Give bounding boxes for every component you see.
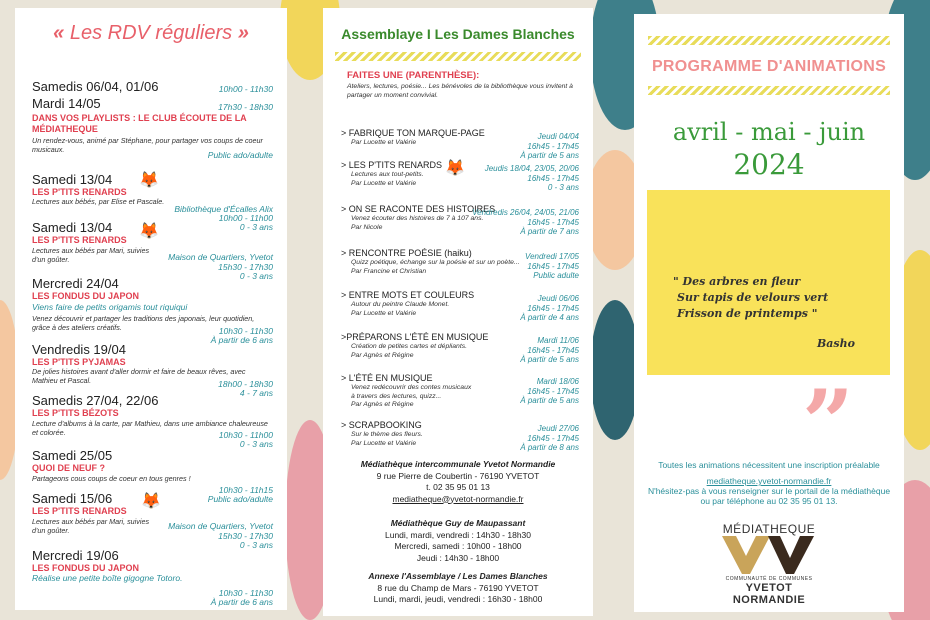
year-title: 2024 — [733, 148, 805, 181]
activity-time: Mardi 11/06 16h45 - 17h45 À partir de 5 ans — [520, 336, 579, 364]
event-age: Public ado/adulte — [207, 494, 273, 504]
activity-time: Jeudi 27/06 16h45 - 17h45 À partir de 8 ans — [520, 424, 579, 452]
event-desc: Venez découvrir et partager les traditions des japonais, leur quotidien, grâce à des ateliers créatifs. — [32, 314, 255, 332]
event-desc: Un rendez-vous, animé par Stéphane, pour partager vos coups de coeur musicaux. — [32, 136, 263, 154]
event-age: 0 - 3 ans — [239, 540, 273, 550]
library-annexe — [323, 571, 593, 606]
fox-icon: 🦊 — [139, 172, 159, 189]
activity-time: Jeudi 06/06 16h45 - 17h45 À partir de 4 ans — [520, 294, 579, 322]
activity-title: >PRÉPARONS L'ÉTÉ EN MUSIQUE — [341, 332, 489, 342]
panel-title — [15, 22, 287, 45]
event-date: Samedi 15/06 — [32, 491, 113, 506]
activity-time: Mardi 18/06 16h45 - 17h45 À partir de 5 ans — [520, 377, 579, 405]
activity-title: > ENTRE MOTS ET COULEURS — [341, 290, 475, 300]
activity-time: Vendredis 26/04, 24/05, 21/06 16h45 - 17h45 À partir de 7 ans — [472, 208, 579, 236]
logo-title: MÉDIATHEQUE — [722, 522, 816, 536]
cover-panel — [634, 14, 904, 612]
event-date: Samedis 27/04, 22/06 — [32, 393, 159, 408]
activity-desc: Venez redécouvrir des contes musicaux à travers des lectures, quizz... Par Agnès et Régine — [351, 384, 472, 408]
event-time: 15h30 - 17h30 — [218, 531, 273, 541]
event-date: Samedi 25/05 — [32, 448, 113, 463]
fox-icon: 🦊 — [139, 223, 159, 240]
activity-title: > L'ÉTÉ EN MUSIQUE — [341, 373, 433, 383]
activity-desc: Autour du peintre Claude Monet. Par Lucette et Valérie — [351, 301, 450, 317]
haiku-line: " Des arbres en fleur — [673, 275, 801, 288]
event-title: LES P'TITS BÉZOTS — [32, 408, 119, 418]
event-desc: Lectures aux bébés par Mari, suivies d'un goûter. — [32, 517, 150, 535]
activity-title: > FABRIQUE TON MARQUE-PAGE — [341, 128, 485, 138]
haiku-line: Sur tapis de velours vert — [677, 291, 829, 304]
event-time: 10h00 - 11h30 — [218, 84, 273, 94]
event-age: 4 - 7 ans — [239, 388, 273, 398]
event-subtitle: Viens faire de petits origamis tout riquiqui — [32, 302, 188, 312]
stripe-divider — [648, 86, 890, 95]
library-name: Médiathèque Guy de Maupassant — [390, 518, 526, 528]
info-note: ou par téléphone au 02 35 95 01 13. — [700, 496, 838, 506]
hours-line: Lundi, mardi, jeudi, vendredi : 16h30 - 18h00 — [373, 594, 543, 604]
leaf-decoration — [590, 300, 640, 440]
event-date: Samedi 13/04 — [32, 172, 113, 187]
event-title: LES FONDUS DU JAPON — [32, 563, 140, 573]
yvetot-logo-icon — [722, 536, 816, 574]
event-date: Mercredi 24/04 — [32, 276, 119, 291]
event-time: 10h00 - 11h00 — [218, 213, 273, 223]
section-intro: Ateliers, lectures, poésie... Les bénévoles de la bibliothèque vous invitent à partager un moment convivial. — [347, 83, 573, 99]
library-maupassant — [323, 518, 593, 564]
event-place: Maison de Quartiers, Yvetot — [168, 521, 273, 531]
logo-region: NORMANDIE — [732, 594, 806, 606]
event-age: À partir de 6 ans — [210, 597, 273, 607]
event-title: LES P'TITS RENARDS — [32, 506, 127, 516]
activity-title: > ON SE RACONTE DES HISTOIRES — [341, 204, 496, 214]
event-age: À partir de 6 ans — [210, 335, 273, 345]
event-title: QUOI DE NEUF ? — [32, 463, 106, 473]
activity-time: Jeudis 18/04, 23/05, 20/06 16h45 - 17h45 0 - 3 ans — [484, 164, 579, 192]
chevron-left-icon: « — [53, 22, 65, 44]
event-time: 17h30 - 18h30 — [218, 102, 273, 112]
activity-desc: Sur le thème des fleurs. Par Lucette et Valérie — [351, 431, 423, 447]
library-name: Annexe l'Assemblaye / Les Dames Blanches — [368, 571, 548, 581]
event-desc: Lectures aux bébés par Mari, suivies d'un goûter. — [32, 246, 150, 264]
stripe-divider — [648, 36, 890, 45]
event-desc: Partageons cous coups de coeur en tous genres ! — [32, 474, 191, 483]
title-text: Les RDV réguliers — [69, 22, 233, 44]
event-title: LES P'TITS RENARDS — [32, 235, 127, 245]
assemblaye-panel — [323, 8, 593, 616]
library-phone: t. 02 35 95 01 13 — [426, 482, 490, 492]
event-subtitle: Réalise une petite boîte gigogne Totoro. — [32, 573, 183, 583]
event-audience: Public ado/adulte — [207, 150, 273, 160]
hours-line: Lundi, mardi, vendredi : 14h30 - 18h30 — [384, 529, 531, 540]
event-desc: Lecture d'albums à la carte, par Mathieu, dans une ambiance chaleureuse et colorée. — [32, 419, 268, 437]
event-place: Maison de Quartiers, Yvetot — [168, 252, 273, 262]
months-title: avril - mai - juin — [672, 118, 866, 146]
info-note: N'hésitez-pas à vous renseigner sur le portail de la médiathèque — [647, 486, 891, 496]
stripe-divider — [335, 52, 581, 61]
event-desc: Lectures aux bébés, par Elise et Pascale. — [32, 197, 165, 206]
address-line: 8 rue du Champ de Mars - 76190 YVETOT — [377, 582, 539, 593]
event-age: 0 - 3 ans — [239, 271, 273, 281]
event-time: 10h30 - 11h30 — [218, 326, 273, 336]
activity-desc: Venez écouter des histoires de 7 à 107 ans. Par Nicole — [351, 215, 484, 231]
event-age: 0 - 3 ans — [239, 439, 273, 449]
event-time: 15h30 - 17h30 — [218, 262, 273, 272]
activity-desc: Quizz poétique, échange sur la poésie et sur un poète... Par Francine et Christian — [351, 259, 520, 275]
event-time: 10h30 - 11h30 — [218, 588, 273, 598]
activity-desc: Lectures aux tout-petits. Par Lucette et Valérie — [351, 171, 424, 187]
chevron-right-icon: » — [237, 22, 249, 44]
event-date: Vendredis 19/04 — [32, 342, 126, 357]
event-date: Samedi 13/04 — [32, 220, 113, 235]
activity-desc: Création de petites cartes et dépliants. Par Agnès et Régine — [351, 343, 467, 359]
activity-time: Jeudi 04/04 16h45 - 17h45 À partir de 5 ans — [520, 132, 579, 160]
library-email[interactable]: mediatheque@yvetot-normandie.fr — [392, 493, 524, 504]
event-time: 18h00 - 18h30 — [218, 379, 273, 389]
program-title: PROGRAMME D'ANIMATIONS — [651, 58, 887, 75]
logo-city: YVETOT — [745, 582, 793, 594]
event-title: LES FONDUS DU JAPON — [32, 291, 140, 301]
event-title: LES P'TITS PYJAMAS — [32, 357, 126, 367]
event-age: 0 - 3 ans — [239, 222, 273, 232]
fox-icon: 🦊 — [141, 493, 161, 510]
panel-title: Assemblaye I Les Dames Blanches — [341, 26, 575, 42]
activity-title: > SCRAPBOOKING — [341, 420, 422, 430]
event-time: 10h30 - 11h15 — [218, 485, 273, 495]
event-date: Mercredi 19/06 — [32, 548, 119, 563]
activity-title: > LES P'TITS RENARDS — [341, 160, 442, 170]
haiku-box — [647, 190, 890, 375]
registration-note: Toutes les animations nécessitent une inscription préalable — [658, 460, 880, 470]
event-title: LES P'TITS RENARDS — [32, 187, 127, 197]
event-date: Mardi 14/05 — [32, 96, 101, 111]
event-date: Samedis 06/04, 01/06 — [32, 79, 159, 94]
activity-desc: Par Lucette et Valérie — [351, 139, 417, 146]
event-place: Bibliothèque d'Écalles Alix — [174, 204, 273, 214]
haiku-line: Frisson de printemps " — [677, 307, 818, 320]
event-desc: De jolies histoires avant d'aller dormir et faire de beaux rêves, avec Mathieu et Pascal. — [32, 367, 246, 385]
activity-title: > RENCONTRE POÉSIE (haiku) — [341, 248, 472, 258]
hours-line: Mercredi, samedi : 10h00 - 18h00 — [394, 541, 522, 551]
hours-line: Jeudi : 14h30 - 18h00 — [416, 552, 500, 563]
website-link[interactable]: mediatheque.yvetot-normandie.fr — [706, 476, 832, 486]
event-time: 10h30 - 11h00 — [218, 430, 273, 440]
quote-mark-icon: ” — [802, 370, 854, 476]
library-main — [323, 459, 593, 505]
library-name: Médiathèque intercommunale Yvetot Normandie — [360, 459, 556, 469]
regular-events-panel — [15, 8, 287, 610]
haiku-author: Basho — [817, 337, 855, 350]
section-heading: FAITES UNE (PARENTHÈSE): — [347, 70, 480, 81]
activity-time: Vendredi 17/05 16h45 - 17h45 Public adulte — [525, 252, 579, 280]
library-address: 9 rue Pierre de Coubertin - 76190 YVETOT — [376, 470, 540, 481]
event-title: DANS VOS PLAYLISTS : LE CLUB ÉCOUTE DE LA MÉDIATHEQUE — [32, 113, 247, 134]
logo-small: COMMUNAUTÉ DE COMMUNES — [725, 576, 813, 582]
fox-icon: 🦊 — [445, 160, 465, 177]
